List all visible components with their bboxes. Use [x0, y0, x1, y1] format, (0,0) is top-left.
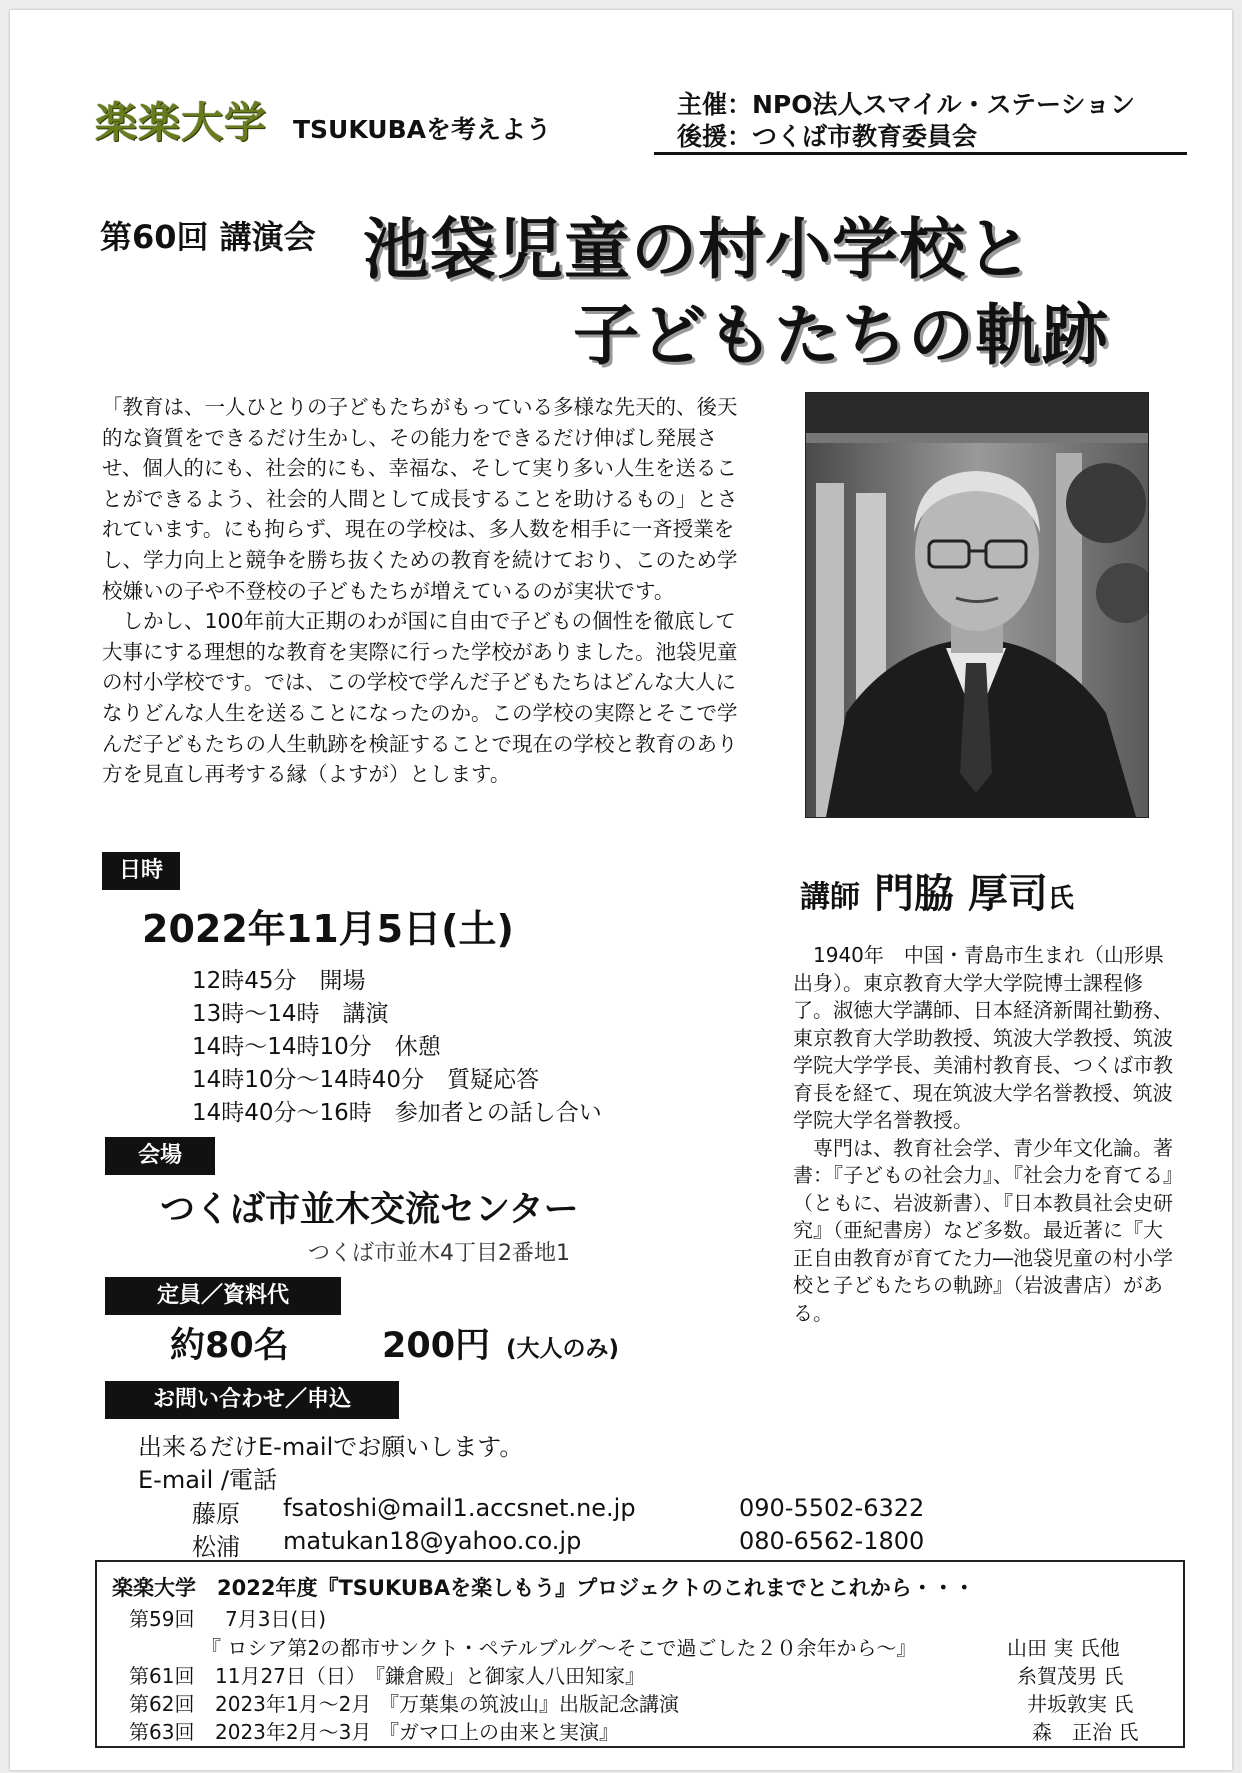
bio-paragraph-2: 専門は、教育社会学、青少年文化論。著書：『子どもの社会力』、『社会力を育てる』（ともに、岩波新書）、『日本教員社会史研究』（亜紀書房）など多数。最近著に『大正自由教育が育てた力―池袋児童の村小学校と子どもたちの軌跡』（岩波書店）がある。	[793, 1135, 1173, 1325]
series-item-title: 『万葉集の筑波山』出版記念講演	[379, 1692, 679, 1716]
intro-text	[102, 392, 750, 790]
portrait-illustration	[806, 393, 1148, 817]
schedule-item: 12時45分 開場	[192, 968, 366, 994]
supporter: 後援：つくば市教育委員会	[677, 122, 978, 151]
contact-label: お問い合わせ／申込	[105, 1381, 399, 1419]
venue-label: 会場	[105, 1137, 215, 1175]
series-item-number: 第61回	[129, 1664, 195, 1688]
lecturer-prefix: 講師	[800, 880, 860, 915]
series-item-speaker: 糸賀茂男 氏	[1017, 1664, 1124, 1688]
series-item-title: 『 ロシア第2の都市サンクト・ペテルブルグ～そこで過ごした２０余年から～』	[201, 1636, 917, 1660]
lecturer-suffix: 氏	[1047, 884, 1074, 914]
capacity-label: 定員／資料代	[105, 1277, 341, 1315]
lecturer-fullname: 門脇 厚司	[873, 871, 1048, 917]
schedule-item: 14時～14時10分 休憩	[192, 1034, 441, 1060]
organizer: 主催：NPO法人スマイル・ステーション	[677, 90, 1135, 119]
series-item-date: 11月27日（日）	[215, 1664, 366, 1688]
series-heading: 楽楽大学 2022年度『TSUKUBAを楽しもう』プロジェクトのこれまでとこれから・・・	[112, 1576, 975, 1600]
venue-name: つくば市並木交流センター	[160, 1190, 579, 1230]
event-date: 2022年11月5日(土)	[142, 907, 514, 951]
schedule-item: 14時10分～14時40分 質疑応答	[192, 1067, 540, 1093]
tagline: TSUKUBAを考えよう	[293, 115, 551, 144]
schedule-item: 14時40分～16時 参加者との話し合い	[192, 1100, 602, 1126]
contact-phone[interactable]: 090-5502-6322	[739, 1494, 925, 1522]
capacity-value: 約80名	[170, 1326, 289, 1366]
series-item-number: 第63回	[129, 1720, 195, 1744]
series-item-title: 『鎌倉殿」と御家人八田知家』	[365, 1664, 645, 1688]
series-item-date: 2023年2月～3月	[215, 1720, 372, 1744]
contact-email-link[interactable]: matukan18@yahoo.co.jp	[283, 1527, 582, 1555]
flyer-page	[10, 10, 1232, 1770]
fee-note: (大人のみ)	[506, 1336, 620, 1362]
bio-paragraph-1: 1940年 中国・青島市生まれ（山形県出身）。東京教育大学大学院博士課程修了。淑徳大学講師、日本経済新聞社勤務、東京教育大学助教授、筑波大学教授、筑波学院大学学長、美浦村教育長、つくば市教育長を経て、現在筑波大学名誉教授、筑波学院大学名誉教授。	[793, 943, 1173, 1132]
series-item-speaker: 井坂敦実 氏	[1027, 1692, 1134, 1716]
contact-email-link[interactable]: fsatoshi@mail1.accsnet.ne.jp	[283, 1494, 636, 1522]
lecturer-photo	[805, 392, 1149, 818]
series-item-date: 2023年1月～2月	[215, 1692, 372, 1716]
contact-name: 松浦	[192, 1533, 240, 1561]
intro-paragraph-2: しかし、100年前大正期のわが国に自由で子どもの個性を徹底して大事にする理想的な教育を実際に行った学校がありました。池袋児童の村小学校です。では、この学校で学んだ子どもたちはどんな大人になりどんな人生を送ることになったのか。この学校の実際とそこで学んだ子どもたちの人生軌跡を検証することで現在の学校と教育のあり方を見直し再考する縁（よすが）とします。	[102, 609, 738, 787]
intro-paragraph-1: 「教育は、一人ひとりの子どもたちがもっている多様な先天的、後天的な資質をできるだけ生かし、その能力をできるだけ伸ばし発展させ、個人的にも、社会的にも、幸福な、そして実り多い人生を送ることができるよう、社会的人間として成長することを助けるもの」とされています。にも拘らず、現在の学校は、多人数を相手に一斉授業をし、学力向上と競争を勝ち抜くための教育を続けており、このため学校嫌いの子や不登校の子どもたちが増えているのが実状です。	[102, 395, 738, 603]
title-line-1: 池袋児童の村小学校と	[363, 211, 1033, 288]
contact-phone[interactable]: 080-6562-1800	[739, 1527, 925, 1555]
title-line-2: 子どもたちの軌跡	[573, 297, 1109, 374]
series-item-speaker: 森 正治 氏	[1032, 1720, 1139, 1744]
header-rule	[654, 152, 1187, 155]
contact-header: E-mail /電話	[138, 1466, 277, 1494]
contact-name: 藤原	[192, 1500, 240, 1528]
datetime-label: 日時	[102, 852, 180, 890]
series-item-number: 第62回	[129, 1692, 195, 1716]
series-schedule-box	[95, 1560, 1185, 1748]
series-item-speaker: 山田 実 氏他	[1007, 1636, 1120, 1660]
lecturer-bio	[793, 942, 1178, 1327]
schedule-item: 13時～14時 講演	[192, 1001, 389, 1027]
series-item-title: 『ガマ口上の由来と実演』	[379, 1720, 619, 1744]
series-item-date: 7月3日(日)	[225, 1607, 327, 1631]
lecturer-name	[800, 862, 1074, 919]
logo: 楽楽大学	[95, 98, 268, 147]
series-item-number: 第59回	[129, 1607, 195, 1631]
venue-address: つくば市並木4丁目2番地1	[308, 1241, 570, 1266]
lecture-number: 第60回 講演会	[100, 218, 316, 256]
fee-value: 200円	[382, 1326, 491, 1366]
contact-request: 出来るだけE-mailでお願いします。	[138, 1433, 524, 1461]
